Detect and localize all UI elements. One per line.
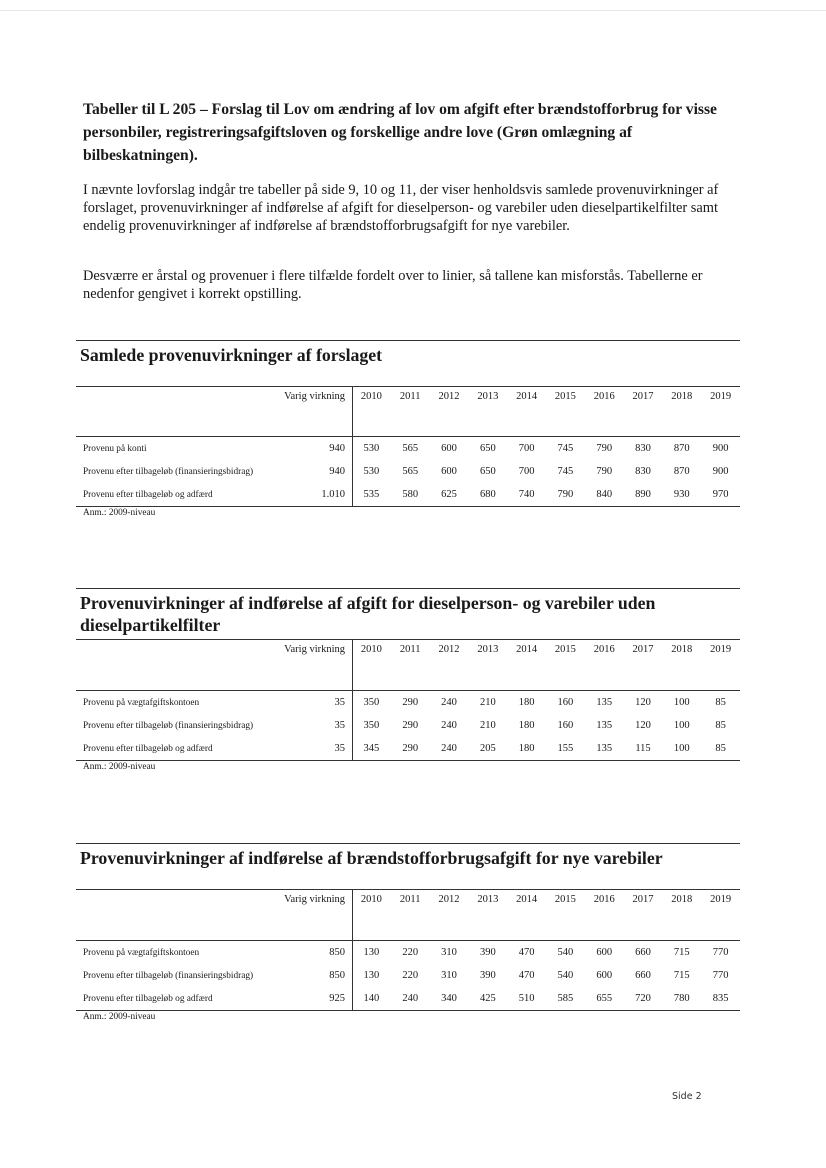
varig-value: 925 xyxy=(329,993,346,1004)
table-cell: 585 xyxy=(557,993,574,1004)
table-cell: 830 xyxy=(635,443,651,454)
table-row xyxy=(76,737,740,760)
varig-value: 850 xyxy=(329,970,346,981)
table-section-diesel xyxy=(76,588,740,772)
year-header: 2012 xyxy=(438,644,460,655)
column-divider xyxy=(352,387,353,506)
year-header: 2010 xyxy=(360,644,382,655)
table-header-row xyxy=(76,890,740,940)
year-header: 2010 xyxy=(360,391,382,402)
table-cell: 135 xyxy=(596,743,613,754)
year-header: 2015 xyxy=(554,894,576,905)
table-cell: 535 xyxy=(363,489,380,500)
page-number: Side 2 xyxy=(672,1091,702,1102)
year-header: 2017 xyxy=(632,391,654,402)
table-cell: 290 xyxy=(402,697,419,708)
varig-value: 35 xyxy=(334,743,346,754)
page-top-border xyxy=(0,10,826,11)
table-cell: 350 xyxy=(363,697,380,708)
table-cell: 115 xyxy=(635,743,651,754)
revenue-table xyxy=(76,889,740,1011)
table-cell: 600 xyxy=(441,443,457,454)
varig-header: Varig virkning xyxy=(284,644,346,655)
table-row xyxy=(76,964,740,987)
varig-value: 35 xyxy=(334,720,346,731)
varig-value: 35 xyxy=(334,697,346,708)
table-cell: 205 xyxy=(479,743,496,754)
table-cell: 580 xyxy=(402,489,419,500)
year-header: 2019 xyxy=(710,894,732,905)
table-cell: 930 xyxy=(673,489,690,500)
year-header: 2011 xyxy=(399,391,421,402)
varig-header: Varig virkning xyxy=(284,894,346,905)
table-cell: 715 xyxy=(673,970,690,981)
varig-value: 940 xyxy=(329,466,346,477)
table-body xyxy=(76,436,740,506)
year-headers xyxy=(352,894,740,906)
table-cell: 715 xyxy=(673,947,690,958)
table-cell: 100 xyxy=(673,743,690,754)
table-cell: 840 xyxy=(596,489,613,500)
table-cell: 210 xyxy=(479,697,496,708)
table-row xyxy=(76,460,740,483)
year-header: 2017 xyxy=(632,894,654,905)
table-cell: 700 xyxy=(518,466,535,477)
table-cell: 900 xyxy=(712,466,729,477)
varig-value: 940 xyxy=(329,443,346,454)
year-header: 2015 xyxy=(554,391,576,402)
revenue-table xyxy=(76,386,740,507)
table-title: Provenuvirkninger af indførelse af afgift for dieselperson- og varebiler uden dieselpartikelfilter xyxy=(76,588,740,639)
table-cell: 680 xyxy=(479,489,496,500)
row-label: Provenu efter tilbageløb (finansieringsbidrag) xyxy=(83,720,254,731)
table-section-varebiler xyxy=(76,843,740,1022)
intro-paragraph: I nævnte lovforslag indgår tre tabeller på side 9, 10 og 11, der viser henholdsvis samlede provenuvirkninger af forslaget, provenuvirkninger af indførelse af afgift for dieselperson- og varebiler uden dieselpartikelfilter samt endelig provenuvirkninger af indførelse af brændstofforbrugsafgift for nye varebiler. xyxy=(83,182,719,234)
table-cell: 660 xyxy=(635,970,651,981)
table-cell: 790 xyxy=(557,489,574,500)
table-cell: 290 xyxy=(402,720,419,731)
year-header: 2018 xyxy=(671,894,693,905)
table-cell: 100 xyxy=(673,720,690,731)
table-cell: 600 xyxy=(596,970,613,981)
table-cell: 655 xyxy=(596,993,613,1004)
table-cell: 600 xyxy=(596,947,613,958)
year-header: 2019 xyxy=(710,644,732,655)
table-cell: 345 xyxy=(363,743,380,754)
column-divider xyxy=(352,890,353,1010)
table-cell: 700 xyxy=(518,443,535,454)
table-body xyxy=(76,690,740,760)
table-cell: 390 xyxy=(479,947,496,958)
table-cell: 140 xyxy=(363,993,380,1004)
table-cell: 650 xyxy=(479,466,496,477)
table-cell: 835 xyxy=(712,993,729,1004)
row-label: Provenu på vægtafgiftskontoen xyxy=(83,947,200,958)
year-header: 2013 xyxy=(477,391,499,402)
table-cell: 120 xyxy=(635,720,651,731)
varig-value: 1.010 xyxy=(321,489,346,500)
year-header: 2014 xyxy=(516,391,538,402)
table-cell: 830 xyxy=(635,466,651,477)
column-divider xyxy=(352,640,353,760)
table-row xyxy=(76,941,740,964)
table-cell: 780 xyxy=(673,993,690,1004)
table-cell: 130 xyxy=(363,947,380,958)
row-label: Provenu efter tilbageløb og adfærd xyxy=(83,743,213,754)
table-cell: 85 xyxy=(715,743,726,754)
table-cell: 350 xyxy=(363,720,380,731)
table-cell: 180 xyxy=(518,697,535,708)
year-header: 2018 xyxy=(671,644,693,655)
note-paragraph: Desværre er årstal og provenuer i flere tilfælde fordelt over to linier, så tallene kan misforstås. Tabellerne er nedenfor gengivet i korrekt opstilling. xyxy=(83,268,703,302)
table-cell: 210 xyxy=(479,720,496,731)
table-cell: 600 xyxy=(441,466,457,477)
year-header: 2011 xyxy=(399,644,421,655)
table-cell: 100 xyxy=(673,697,690,708)
table-cell: 85 xyxy=(715,720,726,731)
table-cell: 790 xyxy=(596,466,613,477)
year-header: 2016 xyxy=(593,894,615,905)
table-cell: 660 xyxy=(635,947,651,958)
table-row xyxy=(76,483,740,506)
table-header-row xyxy=(76,387,740,436)
table-cell: 135 xyxy=(596,697,613,708)
table-cell: 220 xyxy=(402,947,419,958)
year-header: 2014 xyxy=(516,894,538,905)
table-cell: 470 xyxy=(518,970,535,981)
year-header: 2010 xyxy=(360,894,382,905)
table-cell: 625 xyxy=(441,489,457,500)
year-header: 2011 xyxy=(399,894,421,905)
table-cell: 340 xyxy=(441,993,457,1004)
year-header: 2019 xyxy=(710,391,732,402)
table-cell: 160 xyxy=(557,720,574,731)
table-cell: 120 xyxy=(635,697,651,708)
table-cell: 870 xyxy=(673,443,690,454)
row-label: Provenu efter tilbageløb (finansieringsbidrag) xyxy=(83,970,254,981)
varig-value: 850 xyxy=(329,947,346,958)
table-cell: 540 xyxy=(557,970,574,981)
table-cell: 530 xyxy=(363,443,380,454)
table-cell: 180 xyxy=(518,743,535,754)
table-cell: 510 xyxy=(518,993,535,1004)
year-header: 2016 xyxy=(593,644,615,655)
revenue-table xyxy=(76,639,740,761)
table-cell: 240 xyxy=(441,743,457,754)
table-row xyxy=(76,437,740,460)
table-cell: 565 xyxy=(402,466,419,477)
table-cell: 290 xyxy=(402,743,419,754)
year-header: 2014 xyxy=(516,644,538,655)
table-cell: 240 xyxy=(441,697,457,708)
year-header: 2013 xyxy=(477,644,499,655)
year-header: 2013 xyxy=(477,894,499,905)
table-section-samlede xyxy=(76,340,740,518)
table-cell: 970 xyxy=(712,489,729,500)
year-header: 2017 xyxy=(632,644,654,655)
table-note: Anm.: 2009-niveau xyxy=(83,508,156,518)
table-body xyxy=(76,940,740,1010)
table-cell: 540 xyxy=(557,947,574,958)
table-cell: 890 xyxy=(635,489,651,500)
table-cell: 470 xyxy=(518,947,535,958)
table-cell: 425 xyxy=(479,993,496,1004)
table-note: Anm.: 2009-niveau xyxy=(83,1012,156,1022)
table-cell: 390 xyxy=(479,970,496,981)
year-header: 2018 xyxy=(671,391,693,402)
table-row xyxy=(76,987,740,1010)
table-cell: 870 xyxy=(673,466,690,477)
table-cell: 900 xyxy=(712,443,729,454)
table-cell: 240 xyxy=(441,720,457,731)
table-row xyxy=(76,714,740,737)
table-cell: 85 xyxy=(715,697,726,708)
table-cell: 160 xyxy=(557,697,574,708)
table-row xyxy=(76,691,740,714)
table-cell: 135 xyxy=(596,720,613,731)
year-headers xyxy=(352,644,740,656)
year-header: 2015 xyxy=(554,644,576,655)
table-cell: 790 xyxy=(596,443,613,454)
year-headers xyxy=(352,391,740,403)
row-label: Provenu på konti xyxy=(83,443,147,454)
table-cell: 650 xyxy=(479,443,496,454)
table-note: Anm.: 2009-niveau xyxy=(83,762,156,772)
table-cell: 310 xyxy=(441,947,457,958)
table-cell: 565 xyxy=(402,443,419,454)
year-header: 2012 xyxy=(438,391,460,402)
document-heading: Tabeller til L 205 – Forslag til Lov om ændring af lov om afgift efter brændstofforbrug for visse personbiler, registreringsafgiftsloven og forskellige andre love (Grøn omlægning af bilbeskatningen). xyxy=(83,101,717,164)
row-label: Provenu efter tilbageløb (finansieringsbidrag) xyxy=(83,466,254,477)
row-label: Provenu efter tilbageløb og adfærd xyxy=(83,489,213,500)
row-label: Provenu efter tilbageløb og adfærd xyxy=(83,993,213,1004)
table-cell: 745 xyxy=(557,466,574,477)
table-header-row xyxy=(76,640,740,690)
year-header: 2012 xyxy=(438,894,460,905)
table-cell: 530 xyxy=(363,466,380,477)
table-cell: 720 xyxy=(635,993,651,1004)
table-cell: 220 xyxy=(402,970,419,981)
table-cell: 310 xyxy=(441,970,457,981)
table-cell: 180 xyxy=(518,720,535,731)
table-cell: 155 xyxy=(557,743,574,754)
table-cell: 745 xyxy=(557,443,574,454)
row-label: Provenu på vægtafgiftskontoen xyxy=(83,697,200,708)
varig-header: Varig virkning xyxy=(284,391,346,402)
table-cell: 770 xyxy=(712,947,729,958)
year-header: 2016 xyxy=(593,391,615,402)
table-cell: 770 xyxy=(712,970,729,981)
table-cell: 130 xyxy=(363,970,380,981)
table-cell: 740 xyxy=(518,489,535,500)
table-cell: 240 xyxy=(402,993,419,1004)
table-title: Samlede provenuvirkninger af forslaget xyxy=(76,340,740,386)
table-title: Provenuvirkninger af indførelse af brændstofforbrugsafgift for nye varebiler xyxy=(76,843,740,889)
